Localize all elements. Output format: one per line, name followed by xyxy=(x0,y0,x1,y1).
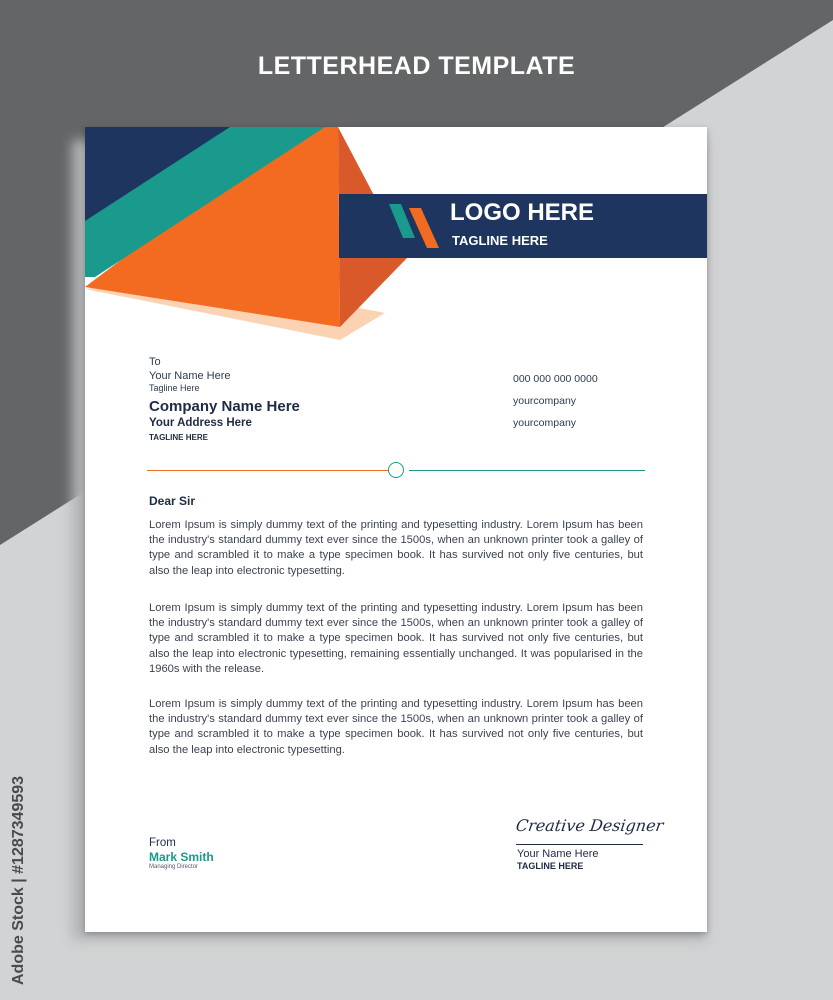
contact-website: yourcompany xyxy=(513,417,577,429)
signature-name: Your Name Here xyxy=(517,848,599,860)
letterhead-page xyxy=(85,127,707,932)
signature-script: Creative Designer xyxy=(514,816,665,835)
body-paragraph: Lorem Ipsum is simply dummy text of the printing and typesetting industry. Lorem Ipsum has been the industry's standard dummy text ever since the 1500s, when an unknown printer took a galley of type and scrambled it to make a type specimen book. It has survived not only five centuries, but also the leap into electronic typesetting. xyxy=(149,519,643,577)
contact-email: yourcompany xyxy=(513,395,577,407)
contact-phone: 000 000 000 0000 xyxy=(513,373,598,385)
company-tagline: TAGLINE HERE xyxy=(149,433,208,442)
sender-name: Mark Smith xyxy=(149,850,214,864)
sender-role: Managing Director xyxy=(149,864,199,870)
signature-line xyxy=(516,844,643,845)
from-label: From xyxy=(149,837,176,849)
logo-text: LOGO HERE xyxy=(450,199,595,226)
recipient-name: Your Name Here xyxy=(149,370,231,382)
divider-circle xyxy=(388,462,404,478)
company-name: Company Name Here xyxy=(149,398,300,415)
to-label: To xyxy=(149,356,161,368)
logo-mark-icon xyxy=(387,202,443,250)
divider-right xyxy=(409,470,645,471)
salutation: Dear Sir xyxy=(149,494,196,508)
divider-left xyxy=(147,470,391,471)
body-paragraph: Lorem Ipsum is simply dummy text of the printing and typesetting industry. Lorem Ipsum has been the industry's standard dummy text ever since the 1500s, when an unknown printer took a galley of type and scrambled it to make a type specimen book. It has survived not only five centuries, but also the leap into electronic typesetting. xyxy=(149,698,643,756)
stock-id-label: Adobe Stock | #1287349593 xyxy=(10,775,27,985)
logo-tagline: TAGLINE HERE xyxy=(452,233,548,248)
company-address: Your Address Here xyxy=(149,417,252,429)
signature-tagline: TAGLINE HERE xyxy=(517,861,584,871)
recipient-tagline: Tagline Here xyxy=(149,383,200,393)
body-paragraph: Lorem Ipsum is simply dummy text of the printing and typesetting industry. Lorem Ipsum has been the industry's standard dummy text ever since the 1500s, when an unknown printer took a galley of type and scrambled it to make a type specimen book. It has survived not only five centuries, but also the leap into electronic typesetting, remaining essentially unchanged. It was popularised in the 1960s with the release. xyxy=(149,602,643,675)
logo-band xyxy=(339,194,707,258)
page-title: LETTERHEAD TEMPLATE xyxy=(257,52,576,80)
